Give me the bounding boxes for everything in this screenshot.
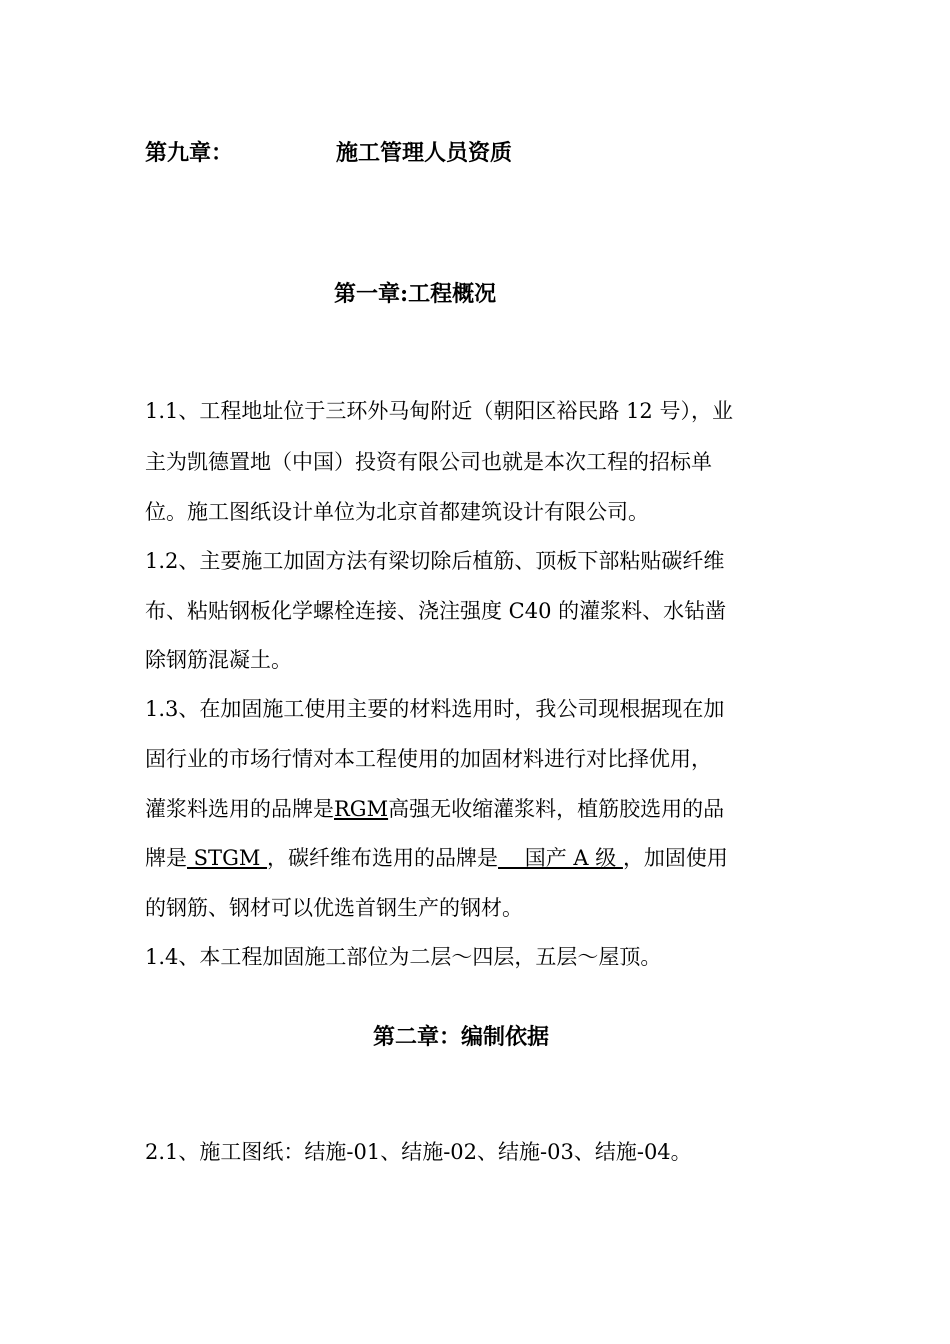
anchor-brand-value: STGM	[187, 846, 268, 870]
brand-prefix: 牌是	[145, 846, 187, 870]
chapter1-title: 第一章:工程概况	[334, 281, 497, 307]
paragraph-line: 除钢筋混凝土。	[145, 648, 292, 672]
paragraph-line: 的钢筋、钢材可以优选首钢生产的钢材。	[145, 896, 523, 920]
chapter2-title: 第二章：编制依据	[373, 1024, 550, 1050]
brand-suffix: ，加固使用	[622, 846, 728, 870]
paragraph-line: 1.3、在加固施工使用主要的材料选用时，我公司现根据现在加	[145, 697, 725, 721]
grout-prefix: 灌浆料选用的品牌是	[145, 797, 334, 821]
grout-brand-line	[145, 794, 724, 824]
chapter9-title: 施工管理人员资质	[336, 140, 513, 166]
paragraph-line: 2.1、施工图纸：结施-01、结施-02、结施-03、结施-04。	[145, 1140, 692, 1164]
grout-suffix: 高强无收缩灌浆料，植筋胶选用的品	[388, 797, 725, 821]
carbon-brand-value: 国产 A 级	[498, 846, 623, 870]
chapter9-label: 第九章：	[145, 140, 234, 166]
anchor-carbon-brand-line	[145, 843, 728, 873]
paragraph-line: 主为凯德置地（中国）投资有限公司也就是本次工程的招标单	[145, 450, 712, 474]
paragraph-line: 1.1、工程地址位于三环外马甸附近（朝阳区裕民路 12 号），业	[145, 399, 733, 423]
paragraph-line: 固行业的市场行情对本工程使用的加固材料进行对比择优用，	[145, 747, 712, 771]
brand-middle: ，碳纤维布选用的品牌是	[267, 846, 499, 870]
paragraph-line: 1.4、本工程加固施工部位为二层～四层，五层～屋顶。	[145, 945, 662, 969]
grout-brand-value: RGM	[334, 797, 389, 821]
paragraph-line: 位。施工图纸设计单位为北京首都建筑设计有限公司。	[145, 500, 649, 524]
paragraph-line: 布、粘贴钢板化学螺栓连接、浇注强度 C40 的灌浆料、水钻凿	[145, 599, 727, 623]
paragraph-line: 1.2、主要施工加固方法有梁切除后植筋、顶板下部粘贴碳纤维	[145, 549, 725, 573]
